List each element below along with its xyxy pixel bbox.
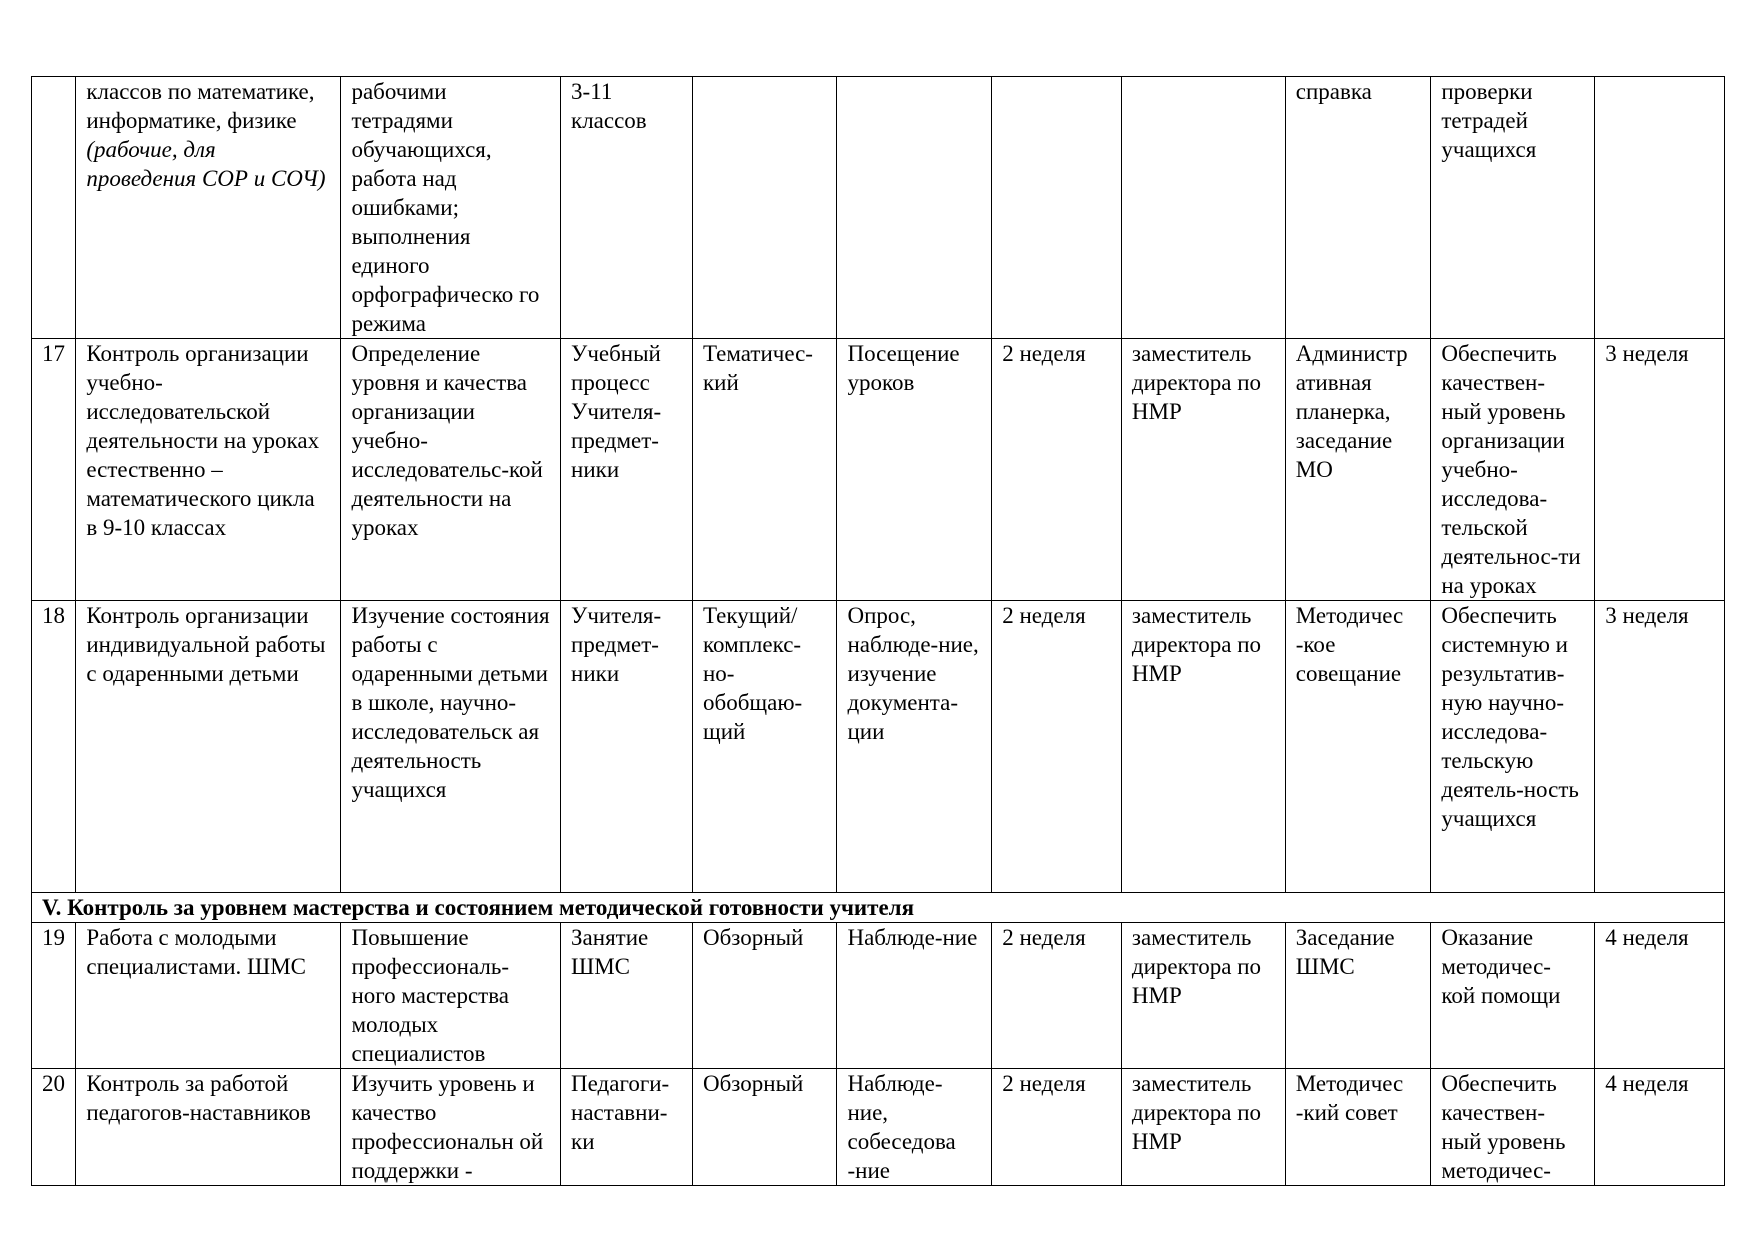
control-cell: 4 неделя [1595, 923, 1725, 1069]
result-cell: Методичес -кий совет [1285, 1069, 1431, 1186]
object-cell: Занятие ШМС [561, 923, 693, 1069]
topic-text: классов по математике, информатике, физике [86, 79, 315, 133]
timing-cell: 2 неделя [992, 1069, 1122, 1186]
timing-cell: 2 неделя [992, 339, 1122, 601]
row-number-cell: 17 [32, 339, 76, 601]
result-cell: справка [1285, 77, 1431, 339]
object-cell: 3-11 классов [561, 77, 693, 339]
methods-cell: Опрос, наблюде-ние, изучение документа-ции [837, 601, 992, 893]
result-cell: Заседание ШМС [1285, 923, 1431, 1069]
row-number-cell [32, 77, 76, 339]
control-cell [1595, 77, 1725, 339]
topic-cell [76, 77, 341, 339]
responsible-cell [1121, 77, 1285, 339]
responsible-cell: заместитель директора по НМР [1121, 1069, 1285, 1186]
timing-cell: 2 неделя [992, 601, 1122, 893]
object-cell: Учебный процесс Учителя-предмет-ники [561, 339, 693, 601]
goal-cell: рабочими тетрадями обучающихся, работа над ошибками; выполнения единого орфографическо го режима [341, 77, 561, 339]
methods-cell: Наблюде-ние, собеседова -ние [837, 1069, 992, 1186]
row-number-cell: 20 [32, 1069, 76, 1186]
timing-cell: 2 неделя [992, 923, 1122, 1069]
timing-cell [992, 77, 1122, 339]
goal-cell: Повышение профессиональ-ного мастерства молодых специалистов [341, 923, 561, 1069]
decision-cell: Обеспечить системную и результатив-ную научно-исследова-тельскую деятель-ность учащихся [1431, 601, 1595, 893]
result-cell: Администр ативная планерка, заседание МО [1285, 339, 1431, 601]
table-row [32, 77, 1725, 339]
methods-cell: Посещение уроков [837, 339, 992, 601]
topic-cell: Контроль организации учебно-исследовательской деятельности на уроках естественно – математического цикла в 9-10 классах [76, 339, 341, 601]
responsible-cell: заместитель директора по НМР [1121, 601, 1285, 893]
decision-cell: Оказание методичес-кой помощи [1431, 923, 1595, 1069]
decision-cell: Обеспечить качествен-ный уровень организации учебно-исследова-тельской деятельнос-ти на уроках [1431, 339, 1595, 601]
methods-cell: Наблюде-ние [837, 923, 992, 1069]
type-cell: Тематичес-кий [693, 339, 837, 601]
goal-cell: Определение уровня и качества организации учебно-исследовательс-кой деятельности на уроках [341, 339, 561, 601]
object-cell: Педагоги-наставни-ки [561, 1069, 693, 1186]
responsible-cell: заместитель директора по НМР [1121, 339, 1285, 601]
type-cell: Текущий/ комплекс-но-обобщаю-щий [693, 601, 837, 893]
goal-cell: Изучить уровень и качество профессиональн ой поддержки - [341, 1069, 561, 1186]
control-cell: 3 неделя [1595, 601, 1725, 893]
topic-cell: Контроль организации индивидуальной работы с одаренными детьми [76, 601, 341, 893]
table-row [32, 339, 1725, 601]
type-cell [693, 77, 837, 339]
object-cell: Учителя-предмет-ники [561, 601, 693, 893]
methods-cell [837, 77, 992, 339]
table-row [32, 1069, 1725, 1186]
responsible-cell: заместитель директора по НМР [1121, 923, 1285, 1069]
type-cell: Обзорный [693, 923, 837, 1069]
section-title: V. Контроль за уровнем мастерства и состоянием методической готовности учителя [32, 893, 1725, 923]
row-number-cell: 18 [32, 601, 76, 893]
table-row [32, 923, 1725, 1069]
decision-cell: Обеспечить качествен-ный уровень методичес- [1431, 1069, 1595, 1186]
control-cell: 3 неделя [1595, 339, 1725, 601]
decision-cell: проверки тетрадей учащихся [1431, 77, 1595, 339]
goal-cell: Изучение состояния работы с одаренными детьми в школе, научно-исследовательск ая деятельность учащихся [341, 601, 561, 893]
topic-italic-note: (рабочие, для проведения СОР и СОЧ) [86, 137, 326, 191]
type-cell: Обзорный [693, 1069, 837, 1186]
section-header-row [32, 893, 1725, 923]
row-number-cell: 19 [32, 923, 76, 1069]
table-row [32, 601, 1725, 893]
result-cell: Методичес -кое совещание [1285, 601, 1431, 893]
topic-cell: Контроль за работой педагогов-наставников [76, 1069, 341, 1186]
control-plan-table [31, 76, 1725, 1186]
topic-cell: Работа с молодыми специалистами. ШМС [76, 923, 341, 1069]
control-cell: 4 неделя [1595, 1069, 1725, 1186]
